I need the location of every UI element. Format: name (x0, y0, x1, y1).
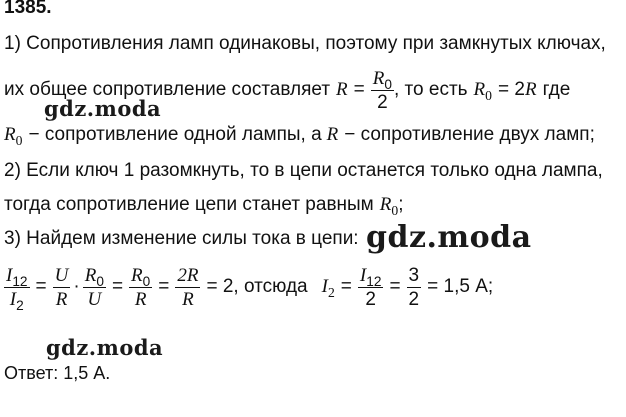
watermark-gdz-moda-top: gdz.moda (44, 96, 162, 121)
var-r0: $R_0$ (473, 79, 492, 103)
line3-text-a: − сопротивление одной лампы, а (28, 124, 322, 145)
text-line-4: 2) Если ключ 1 разомкнуть, то в цепи останется только одна лампа, (4, 160, 603, 181)
eq-b: = (111, 276, 124, 297)
problem-number: 1385. (4, 0, 52, 18)
watermark-gdz-moda-bottom: gdz.moda (46, 335, 164, 360)
text-line-3 (4, 124, 595, 146)
answer-line: Ответ: 1,5 А. (4, 363, 111, 383)
result-1: = 2, отсюда (206, 276, 308, 297)
equals-sign: = (353, 79, 365, 100)
fraction-3-over-2: $\frac{3}{2}$ (408, 264, 420, 310)
fraction-2r-over-r: $\frac{2R}{R}$ (177, 264, 199, 310)
line3-text-b: − сопротивление двух ламп; (344, 124, 595, 145)
eq-e: = (389, 276, 401, 297)
line2-text-a: их общее сопротивление составляет (4, 79, 331, 100)
line5-end: ; (398, 194, 404, 215)
text-line-6: 3) Найдем изменение силы тока в цепи: (4, 228, 359, 249)
var-r: R (336, 79, 348, 100)
eq-d: = (340, 276, 352, 297)
text-line-1: 1) Сопротивления ламп одинаковы, поэтому при замкнутых ключах, (4, 33, 606, 54)
text-line-5 (4, 194, 403, 216)
var-r0-line5: $R_0$ (379, 194, 399, 218)
line5-text: тогда сопротивление цепи станет равным (4, 194, 374, 215)
fraction-u-over-r: $\frac{U}{R}$ (54, 264, 69, 310)
fraction-r0-over-r: $\frac{R_0}{R}$ (131, 264, 151, 310)
eq-c: = (158, 276, 170, 297)
fraction-i12-over-2: $\frac{I_{12}}{2}$ (359, 264, 382, 310)
multiply-dot: · (73, 276, 80, 297)
var-r-line3: R (326, 124, 339, 145)
var-r-2: R (524, 79, 537, 100)
formula-line (4, 258, 493, 316)
watermark-gdz-moda-middle: gdz.moda (366, 220, 532, 255)
var-r0-line3: $R_0$ (4, 124, 23, 148)
equals-2: = 2 (498, 79, 525, 100)
fraction-i12-over-i2: $\frac{I_{12}}{I_2}$ (6, 264, 28, 313)
fraction-r0-over-u: $\frac{R_0}{U}$ (84, 264, 104, 310)
line2-text-b: , то есть (393, 79, 468, 100)
line2-text-c: где (542, 79, 571, 100)
var-i2: $I_2$ (321, 276, 335, 300)
fraction-r0-over-2: $\frac{R_0}{2}$ (372, 67, 392, 113)
eq-a: = (35, 276, 47, 297)
result-2: = 1,5 А; (427, 276, 494, 297)
